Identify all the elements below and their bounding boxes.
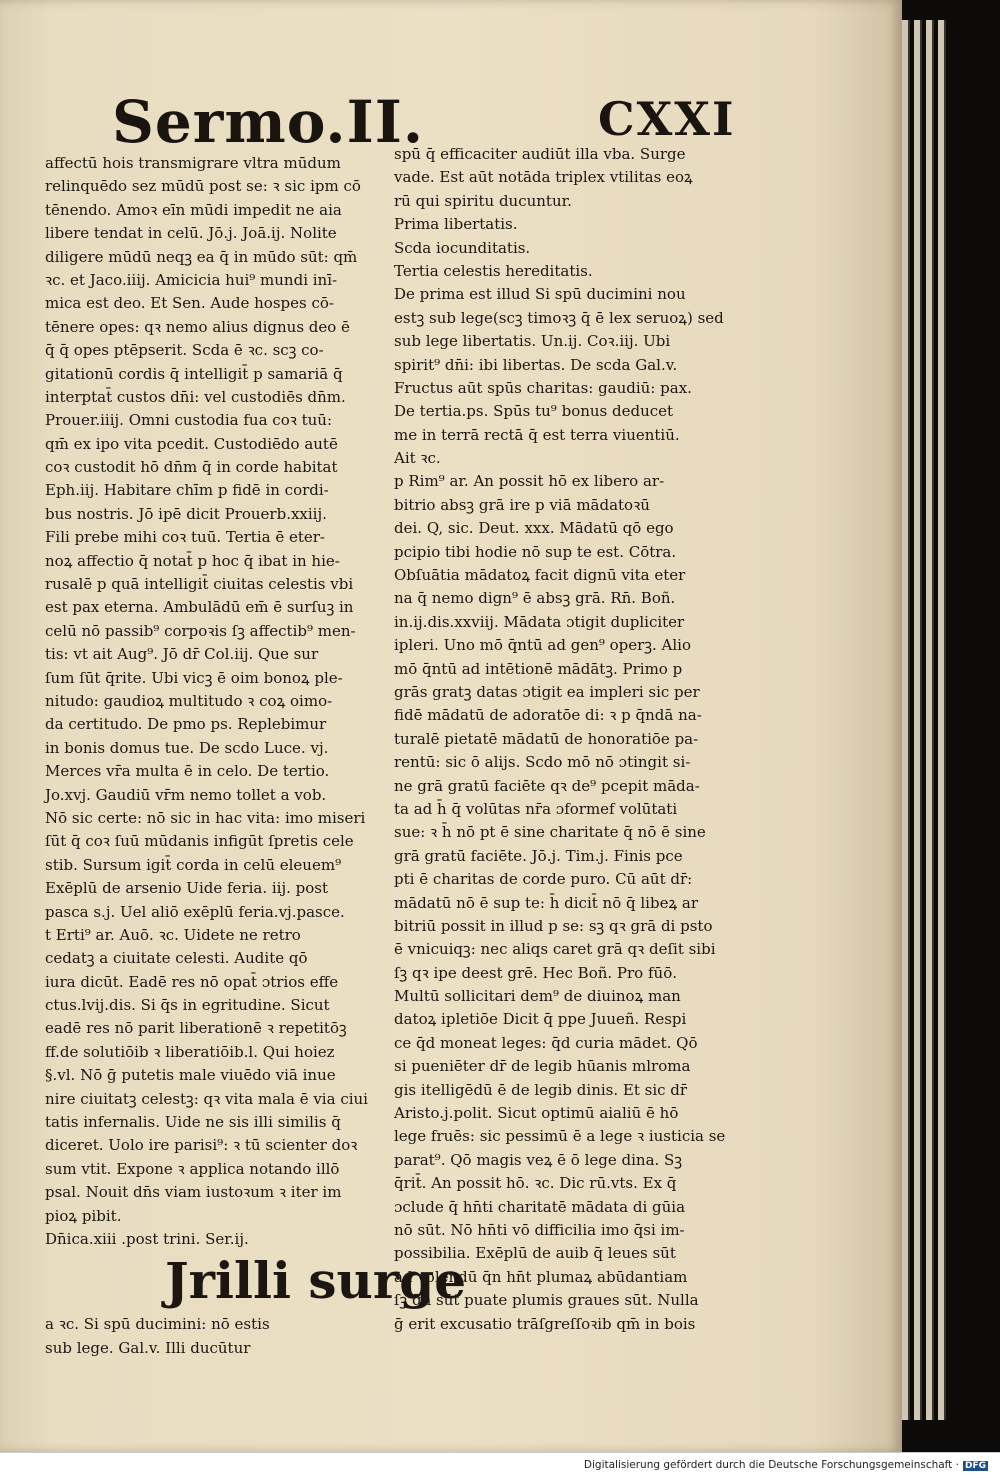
- text-line: dei. Q, sic. Deut. xxx. Mādatū qō ego: [394, 519, 674, 538]
- text-line: Prouer.iiij. Omni custodia fua coꝛ tuū:: [45, 411, 333, 430]
- text-line: eadē res nō parit liberationē ꝛ repetitōꝫ: [45, 1019, 347, 1038]
- text-line: grā gratū faciēte. Jō.j. Tim.j. Finis pce: [394, 846, 683, 865]
- text-line: rusalē p quā intelligit̄ ciuitas celestis vbi: [45, 575, 354, 594]
- text-line: tēnendo. Amoꝛ eīn mūdi impedit ne aia: [45, 200, 342, 219]
- text-line: ctus.lvij.dis. Si q̄s in egritudine. Sicut: [45, 996, 330, 1015]
- text-line: cedatꝫ a ciuitate celesti. Audite qō: [45, 949, 308, 968]
- text-line: ſꝫ qꝛ ipe deest grē. Hec Boñ. Pro fūō.: [394, 963, 677, 982]
- text-line: nire ciuitatꝫ celestꝫ: qꝛ vita mala ē via ciui: [45, 1089, 368, 1108]
- text-line: rentū: sic ō alijs. Scdo mō nō ɔtingit si-: [394, 753, 691, 772]
- text-line: Exēplū de arsenio Uide feria. iij. post: [45, 879, 329, 898]
- footer-bar: [0, 1452, 1000, 1478]
- text-line: libere tendat in celū. Jō.j. Joā.ij. Nolite: [45, 224, 337, 243]
- text-line: relinquēdo sez mūdū post se: ꝛ sic ipm cō: [45, 177, 361, 196]
- text-line: psal. Nouit dn̄s viam iustoꝛum ꝛ iter im: [45, 1183, 342, 1202]
- text-line: rū qui spiritu ducuntur.: [394, 191, 572, 210]
- text-line: mō q̄ntū ad intētionē mādātꝫ. Primo p: [394, 659, 683, 678]
- text-line: si pueniēter dr̄ de legib hūanis mlroma: [394, 1057, 691, 1076]
- text-line: ta ad h̄ q̄ volūtas nr̄a ɔformef volūtati: [394, 799, 678, 818]
- text-line: sue: ꝛ h̄ nō pt ē sine charitate q̄ nō ē sine: [394, 823, 706, 842]
- text-line: tis: vt ait Aug⁹. Jō dr̄ Col.iij. Que sur: [45, 645, 319, 664]
- text-line: ce q̄d moneat leges: q̄d curia mādet. Qō: [394, 1033, 698, 1052]
- text-line: turalē pietatē mādatū de honoratiōe pa-: [394, 729, 699, 748]
- text-line: coꝛ custodit hō dn̄m q̄ in corde habitat: [45, 458, 338, 477]
- text-line: mica est deo. Et Sen. Aude hospes cō-: [45, 294, 334, 313]
- text-line: ɔclude q̄ hn̄ti charitatē mādata di gūia: [394, 1197, 686, 1216]
- text-line: ff.de solutiōib ꝛ liberatiōib.l. Qui hoiez: [45, 1042, 335, 1061]
- text-line: nō sūt. Nō hn̄ti vō difficilia imo q̄si im-: [394, 1220, 685, 1239]
- text-line: parat⁹. Qō magis veꝝ ē ō lege dina. Sꝫ: [394, 1150, 682, 1169]
- text-line: pti ē charitas de corde puro. Cū aūt dr̄:: [394, 870, 693, 889]
- text-line: p Rim⁹ ar. An possit hō ex libero ar-: [394, 472, 665, 491]
- text-line: Scda iocunditatis.: [394, 238, 531, 257]
- text-line: in.ij.dis.xxviij. Mādata ɔtigit dupliciter: [394, 612, 685, 631]
- text-line: ē vnicuiqꝫ: nec aliqs caret grā qꝛ deſit sibi: [394, 940, 716, 959]
- text-line: ne grā gratū faciēte qꝛ de⁹ pcepit māda-: [394, 776, 700, 795]
- right-text-column: [394, 143, 772, 1336]
- folio-number: CXXI: [598, 92, 736, 146]
- page-heading: Sermo.II.: [112, 88, 425, 156]
- text-line: ḡ erit excusatio trāſgreſſoꝛib qm̄ in bois: [394, 1314, 696, 1333]
- text-line: gitationū cordis q̄ intelligit̄ p samariā q̄: [45, 364, 343, 383]
- text-line: noꝝ affectio q̄ notat̄ p hoc q̄ ibat in hie-: [45, 551, 340, 570]
- text-line: ſꝫ q̄n sūt puate plumis graues sūt. Nulla: [394, 1291, 699, 1310]
- text-line: estꝫ sub lege(scꝫ timoꝛꝫ q̄ ē lex seruoꝝ) sed: [394, 308, 724, 327]
- text-line: grās gratꝫ datas ɔtigit ea impleri sic per: [394, 682, 700, 701]
- text-line: mādatū nō ē sup te: h̄ dicit̄ nō q̄ libeꝝ ar: [394, 893, 699, 912]
- text-line: nitudo: gaudioꝝ multitudo ꝛ coꝝ oimo-: [45, 691, 333, 710]
- text-line: Fructus aūt spūs charitas: gaudiū: pax.: [394, 378, 692, 397]
- text-line: me in terrā rectā q̄ est terra viuentiū.: [394, 425, 680, 444]
- text-line: Dn̄ica.xiii .post trini. Ser.ij.: [45, 1229, 249, 1248]
- text-line: da certitudo. De pmo ps. Replebimur: [45, 715, 327, 734]
- text-line: spū q̄ efficaciter audiūt illa vba. Surge: [394, 145, 686, 163]
- text-line: bus nostris. Jō ipē dicit Prouerb.xxiij.: [45, 504, 327, 523]
- text-line: Fili prebe mihi coꝛ tuū. Tertia ē eter-: [45, 528, 325, 547]
- footer-credit: [584, 1459, 988, 1471]
- text-line: q̄ q̄ opes ptēpserit. Scda ē ꝛc. scꝫ co-: [45, 341, 324, 360]
- text-line: bitriū possit in illud p se: sꝫ qꝛ grā di psto: [394, 916, 713, 935]
- decorated-incipit: Jrilli surge: [165, 1251, 467, 1311]
- text-line: ipleri. Uno mō q̄ntū ad gen⁹ operꝫ. Alio: [394, 636, 691, 655]
- text-line: q̄rit̄. An possit hō. ꝛc. Dic rū.vts. Ex q̄: [394, 1174, 677, 1193]
- text-line: De prima est illud Si spū ducimini nou: [394, 285, 686, 304]
- dfg-logo-icon: DFG: [964, 1461, 986, 1471]
- text-line: fidē mādatū de adoratōe di: ꝛ p q̄ndā na-: [394, 706, 702, 725]
- text-line: Ait ꝛc.: [394, 449, 441, 468]
- text-line: Prima libertatis.: [394, 215, 518, 234]
- text-line: ꝛc. et Jaco.iiij. Amiciciа hui⁹ mundi inī-: [45, 270, 338, 289]
- page-edges: [902, 20, 962, 1420]
- text-line: ſūt q̄ coꝛ ſuū mūdanis infigūt ſpretis cele: [45, 832, 354, 851]
- text-line: celū nō passib⁹ corpoꝛis ſꝫ affectib⁹ men-: [45, 621, 356, 640]
- text-line: §.vl. Nō ḡ putetis male viuēdo viā inue: [45, 1066, 336, 1085]
- text-line: sub lege. Gal.v. Illi ducūtur: [45, 1338, 251, 1357]
- text-line: affectū hois transmigrare vltra mūdum: [45, 154, 341, 172]
- text-line: iura dicūt. Eadē res nō opat̄ ɔtrios effe: [45, 972, 339, 991]
- text-line: Tertia celestis hereditatis.: [394, 261, 593, 280]
- text-line: pcipio tibi hodie nō sup te est. Cōtra.: [394, 542, 677, 561]
- text-line: Aristo.j.polit. Sicut optimū aialiū ē hō: [394, 1104, 679, 1123]
- text-line: lege fruēs: sic pessimū ē a lege ꝛ iusticia se: [394, 1127, 726, 1146]
- text-line: diceret. Uolo ire parisi⁹: ꝛ tū scienter doꝛ: [45, 1136, 358, 1155]
- text-line: in bonis domus tue. De scdo Luce. vj.: [45, 738, 329, 757]
- text-line: pasca s.j. Uel aliō exēplū feria.vj.pasce.: [45, 902, 345, 921]
- text-line: Multū sollicitari dem⁹ de diuinoꝝ man: [394, 987, 681, 1006]
- text-line: na q̄ nemo dign⁹ ē absꝫ grā. Rn̄. Boñ.: [394, 589, 676, 608]
- text-line: possibilia. Exēplū de auib q̄ leues sūt: [394, 1244, 676, 1263]
- text-line: pioꝝ pibit.: [45, 1206, 122, 1225]
- text-line: qm̄ ex ipo vita pcedit. Custodiēdo autē: [45, 434, 338, 453]
- text-line: datoꝝ ipletiōe Dicit q̄ ppe Juueñ. Respi: [394, 1010, 687, 1029]
- text-line: vade. Est aūt notāda triplex vtilitas eoꝝ: [394, 168, 693, 187]
- text-line: t Erti⁹ ar. Auō. ꝛc. Uidete ne retro: [45, 925, 301, 944]
- text-line: interptat̄ custos dn̄i: vel custodiēs dn̄m.: [45, 387, 346, 406]
- text-line: tēnere opes: qꝛ nemo alius dignus deo ē: [45, 317, 350, 336]
- text-line: diligere mūdū neqꝫ ea q̄ in mūdo sūt: qm̄: [45, 247, 358, 266]
- text-line: Merces vr̄a multa ē in celo. De tertio.: [45, 762, 330, 781]
- text-line: Obſuātia mādatoꝝ facit dignū vita eter: [394, 566, 686, 585]
- text-line: tatis infernalis. Uide ne sis illi similis q̄: [45, 1113, 341, 1132]
- text-line: est pax eterna. Ambulādū em̄ ē surſuꝫ in: [45, 598, 354, 617]
- text-line: sub lege libertatis. Un.ij. Coꝛ.iij. Ubi: [394, 332, 671, 351]
- text-line: a ꝛc. Si spū ducimini: nō estis: [45, 1315, 270, 1334]
- text-line: De tertia.ps. Spūs tu⁹ bonus deducet: [394, 402, 674, 421]
- footer-credit-text: Digitalisierung gefördert durch die Deutsche Forschungsgemeinschaft ·: [583, 1459, 959, 1471]
- text-line: ſum ſūt q̄rite. Ubi vicꝫ ē oim bonoꝝ ple-: [45, 668, 343, 687]
- text-line: ad volendū q̄n hn̄t plumaꝝ abūdantiam: [394, 1267, 688, 1286]
- text-line: Eph.iij. Habitare chīm p fidē in cordi-: [45, 481, 329, 500]
- text-line: bitrio absꝫ grā ire p viā mādatoꝛū: [394, 495, 650, 514]
- text-line: spirit⁹ dn̄i: ibi libertas. De scda Gal.v.: [394, 355, 678, 374]
- text-line: Jo.xvj. Gaudiū vr̄m nemo tollet a vob.: [45, 785, 327, 804]
- text-line: gis itelligēdū ē de legib dinis. Et sic dr̄: [394, 1080, 688, 1099]
- text-line: Nō sic certe: nō sic in hac vita: imo miseri: [45, 808, 366, 827]
- text-line: stib. Sursum igit̄ corda in celū eleuem⁹: [45, 855, 342, 874]
- text-line: sum vtit. Expone ꝛ applica notando illō: [45, 1159, 340, 1178]
